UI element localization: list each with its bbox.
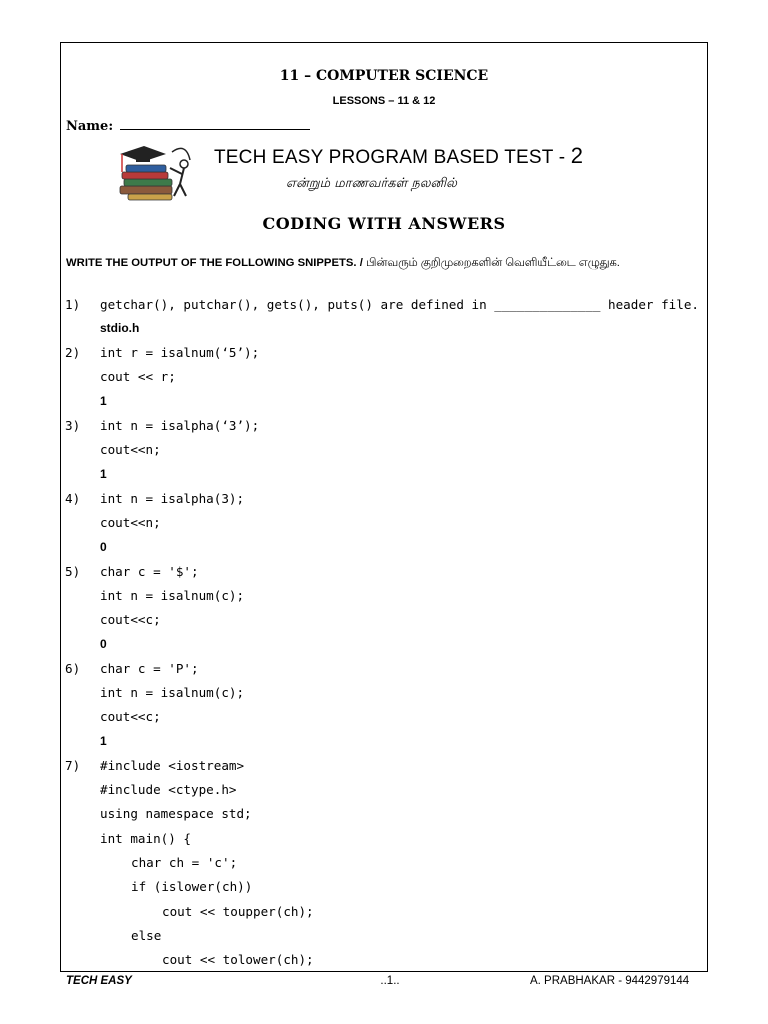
- books-logo-icon: [112, 138, 192, 204]
- code-line: cout<<c;: [100, 612, 161, 627]
- code-line: cout << toupper(ch);: [162, 904, 314, 919]
- code-line: int r = isalnum(‘5’);: [100, 345, 260, 360]
- test-title: [214, 143, 583, 169]
- answer: stdio.h: [100, 321, 140, 335]
- question-number: 7): [65, 758, 81, 773]
- code-line: if (islower(ch)): [131, 879, 253, 894]
- question-number: 2): [65, 345, 81, 360]
- instruction: [66, 257, 620, 271]
- question-number: 6): [65, 661, 81, 676]
- name-blank-line: [120, 117, 310, 130]
- question-number: 4): [65, 491, 81, 506]
- subject-heading: 11 – COMPUTER SCIENCE: [279, 68, 489, 84]
- question-number: 3): [65, 418, 81, 433]
- code-line: int n = isalpha(3);: [100, 491, 245, 506]
- tamil-subtitle: என்றும் மாணவர்கள் நலனில்: [286, 176, 457, 191]
- name-row: [66, 117, 310, 134]
- question-number: 1): [65, 297, 81, 312]
- lessons-heading: LESSONS – 11 & 12: [332, 95, 436, 107]
- code-line: int n = isalpha(‘3’);: [100, 418, 260, 433]
- question-number: 5): [65, 564, 81, 579]
- instruction-english: WRITE THE OUTPUT OF THE FOLLOWING SNIPPETS. /: [66, 257, 366, 269]
- code-line: char c = 'P';: [100, 661, 199, 676]
- answer: 1: [100, 394, 107, 408]
- code-line: cout<<n;: [100, 442, 161, 457]
- code-line: cout<<n;: [100, 515, 161, 530]
- instruction-tamil: பின்வரும் குறிமுறைகளின் வெளியீட்டை எழுதுக.: [366, 257, 620, 269]
- footer-author: A. PRABHAKAR - 9442979144: [530, 975, 690, 987]
- code-line: char c = '$';: [100, 564, 199, 579]
- answer: 1: [100, 734, 107, 748]
- page-number: ..1..: [380, 975, 400, 987]
- code-line: using namespace std;: [100, 806, 252, 821]
- code-line: cout << tolower(ch);: [162, 952, 314, 967]
- code-line: #include <ctype.h>: [100, 782, 237, 797]
- answer: 1: [100, 467, 107, 481]
- code-line: cout<<c;: [100, 709, 161, 724]
- answer: 0: [100, 540, 107, 554]
- footer-brand: TECH EASY: [66, 975, 132, 987]
- test-number: 2: [570, 143, 584, 168]
- name-label: Name:: [66, 119, 114, 134]
- code-line: int main() {: [100, 831, 191, 846]
- code-line: #include <iostream>: [100, 758, 245, 773]
- section-title: CODING WITH ANSWERS: [262, 214, 506, 233]
- answer: 0: [100, 637, 107, 651]
- test-title-text: TECH EASY PROGRAM BASED TEST -: [214, 147, 571, 168]
- code-line: int n = isalnum(c);: [100, 588, 245, 603]
- code-line: char ch = 'c';: [131, 855, 238, 870]
- code-line: int n = isalnum(c);: [100, 685, 245, 700]
- code-line: cout << r;: [100, 369, 176, 384]
- code-line: else: [131, 928, 162, 943]
- code-line: getchar(), putchar(), gets(), puts() are defined in ______________ header file.: [100, 297, 699, 312]
